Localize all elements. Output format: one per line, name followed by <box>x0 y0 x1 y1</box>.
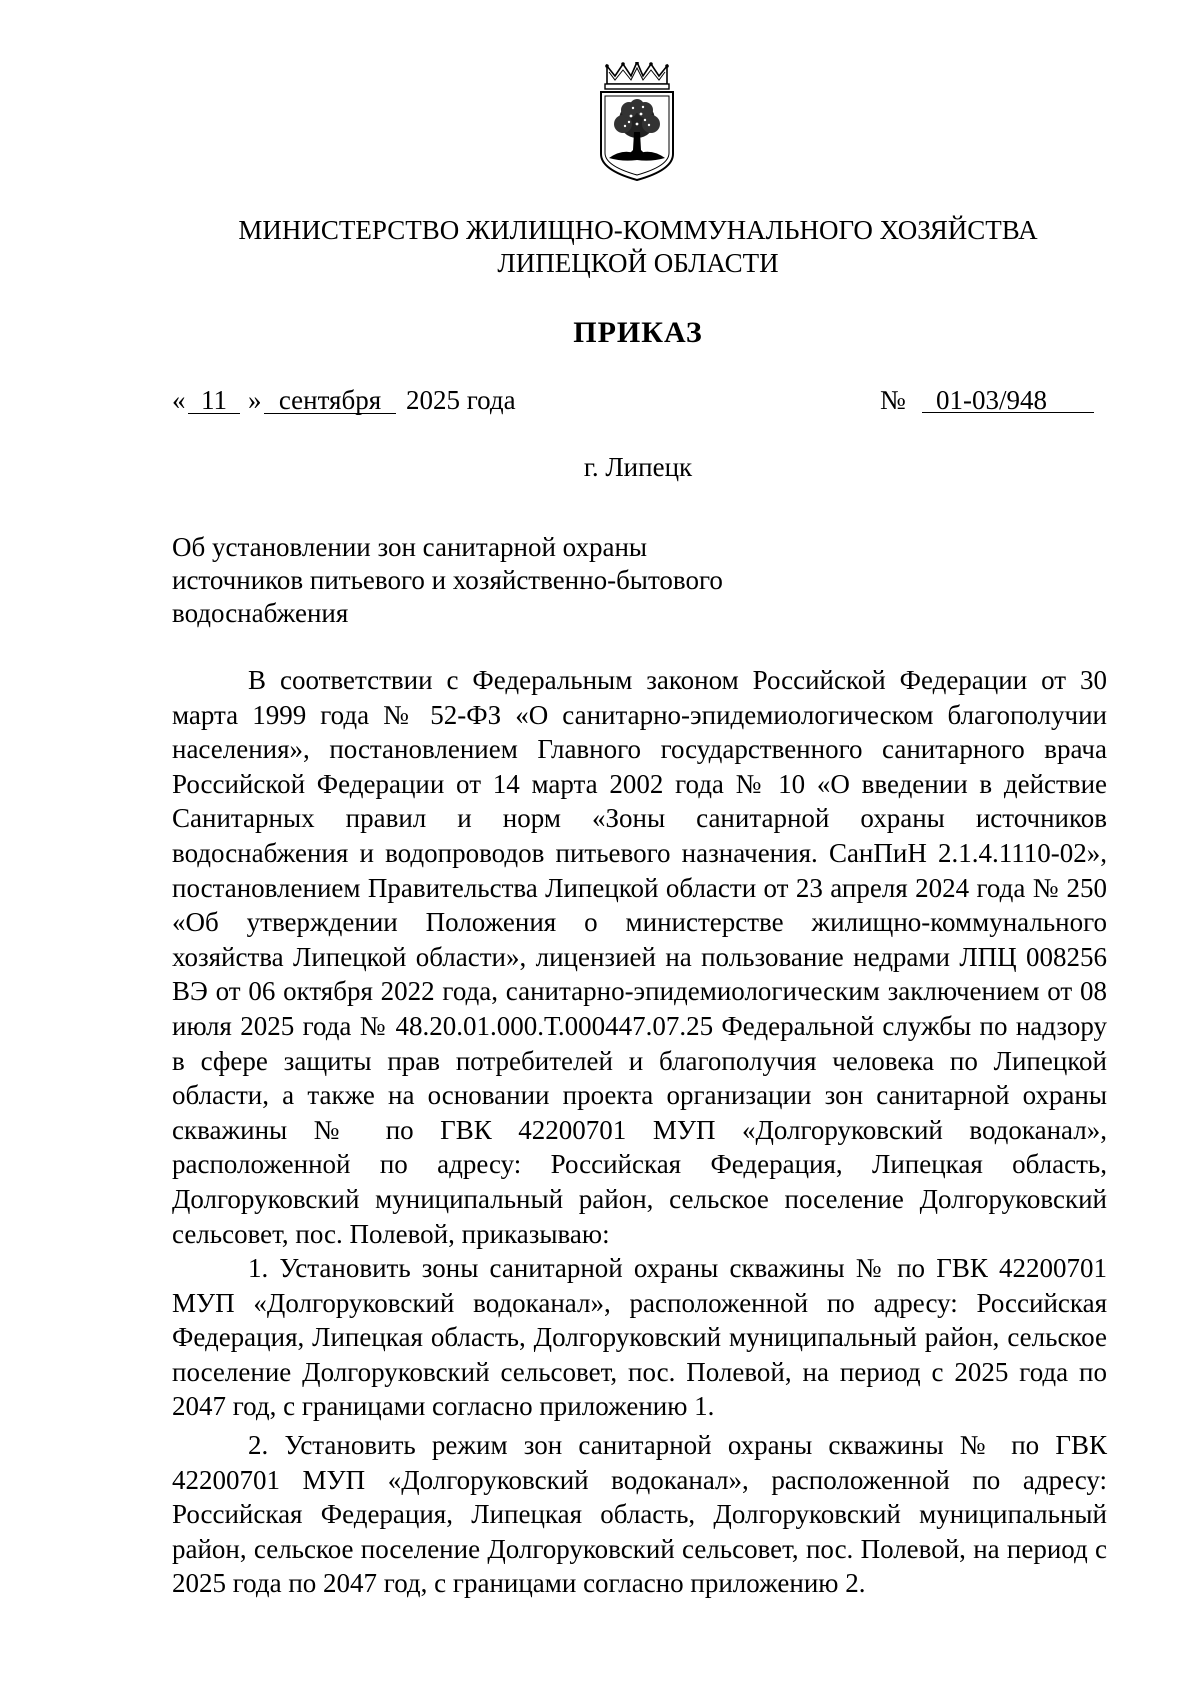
number-symbol: № <box>880 385 906 415</box>
coat-of-arms-icon <box>593 62 681 184</box>
date-year: 2025 года <box>406 385 516 415</box>
ministry-line-1: МИНИСТЕРСТВО ЖИЛИЩНО-КОММУНАЛЬНОГО ХОЗЯЙСТВА <box>238 215 1038 245</box>
ministry-line-2: ЛИПЕЦКОЙ ОБЛАСТИ <box>497 248 779 278</box>
document-body <box>172 663 1107 1601</box>
document-number: 01-03/948 <box>922 383 1094 413</box>
order-item-2: 2. Установить режим зон санитарной охраны скважины № по ГВК 42200701 МУП «Долгоруковский водоканал», расположенной по адресу: Российская Федерация, Липецкая область, Долгоруковский муниципальный район, сельское поселение Долгоруковский сельсовет, пос. Полевой, на период с 2025 года по 2047 год, с границами согласно приложению 2. <box>172 1430 1107 1599</box>
date-close-quote: » <box>248 385 262 415</box>
document-subject <box>172 531 872 630</box>
subject-line-1: Об установлении зон санитарной охраны <box>172 532 648 562</box>
subject-line-2: источников питьевого и хозяйственно-бытового <box>172 565 723 595</box>
ministry-name <box>100 214 1176 280</box>
date-open-quote: « <box>172 385 186 415</box>
subject-line-3: водоснабжения <box>172 598 349 628</box>
date-number-line <box>172 383 1107 417</box>
city: г. Липецк <box>583 452 693 482</box>
order-item-1: 1. Установить зоны санитарной охраны скважины № по ГВК 42200701 МУП «Долгоруковский водоканал», расположенной по адресу: Российская Федерация, Липецкая область, Долгоруковский муниципальный район, сельское поселение Долгоруковский сельсовет, пос. Полевой, на период с 2025 года по 2047 год, с границами согласно приложению 1. <box>172 1253 1107 1422</box>
date-day: 11 <box>188 383 240 414</box>
document-type-title: ПРИКАЗ <box>573 316 703 349</box>
date-month: сентября <box>264 383 396 414</box>
preamble-paragraph: В соответствии с Федеральным законом Российской Федерации от 30 марта 1999 года № 52-ФЗ «О санитарно-эпидемиологическом благополучии населения», постановлением Главного государственного санитарного врача Российской Федерации от 14 марта 2002 года № 10 «О введении в действие Санитарных правил и норм «Зоны санитарной охраны источников водоснабжения и водопроводов питьевого назначения. СанПиН 2.1.4.1110-02», постановлением Правительства Липецкой области от 23 апреля 2024 года № 250 «Об утверждении Положения о министерстве жилищно-коммунального хозяйства Липецкой области», лицензией на пользование недрами ЛПЦ 008256 ВЭ от 06 октября 2022 года, санитарно-эпидемиологическим заключением от 08 июля 2025 года № 48.20.01.000.Т.000447.07.25 Федеральной службы по надзору в сфере защиты прав потребителей и благополучия человека по Липецкой области, а также на основании проекта организации зон санитарной охраны скважины № по ГВК 42200701 МУП «Долгоруковский водоканал», расположенной по адресу: Российская Федерация, Липецкая область, Долгоруковский муниципальный район, сельское поселение Долгоруковский сельсовет, пос. Полевой, приказываю: <box>172 665 1107 1249</box>
